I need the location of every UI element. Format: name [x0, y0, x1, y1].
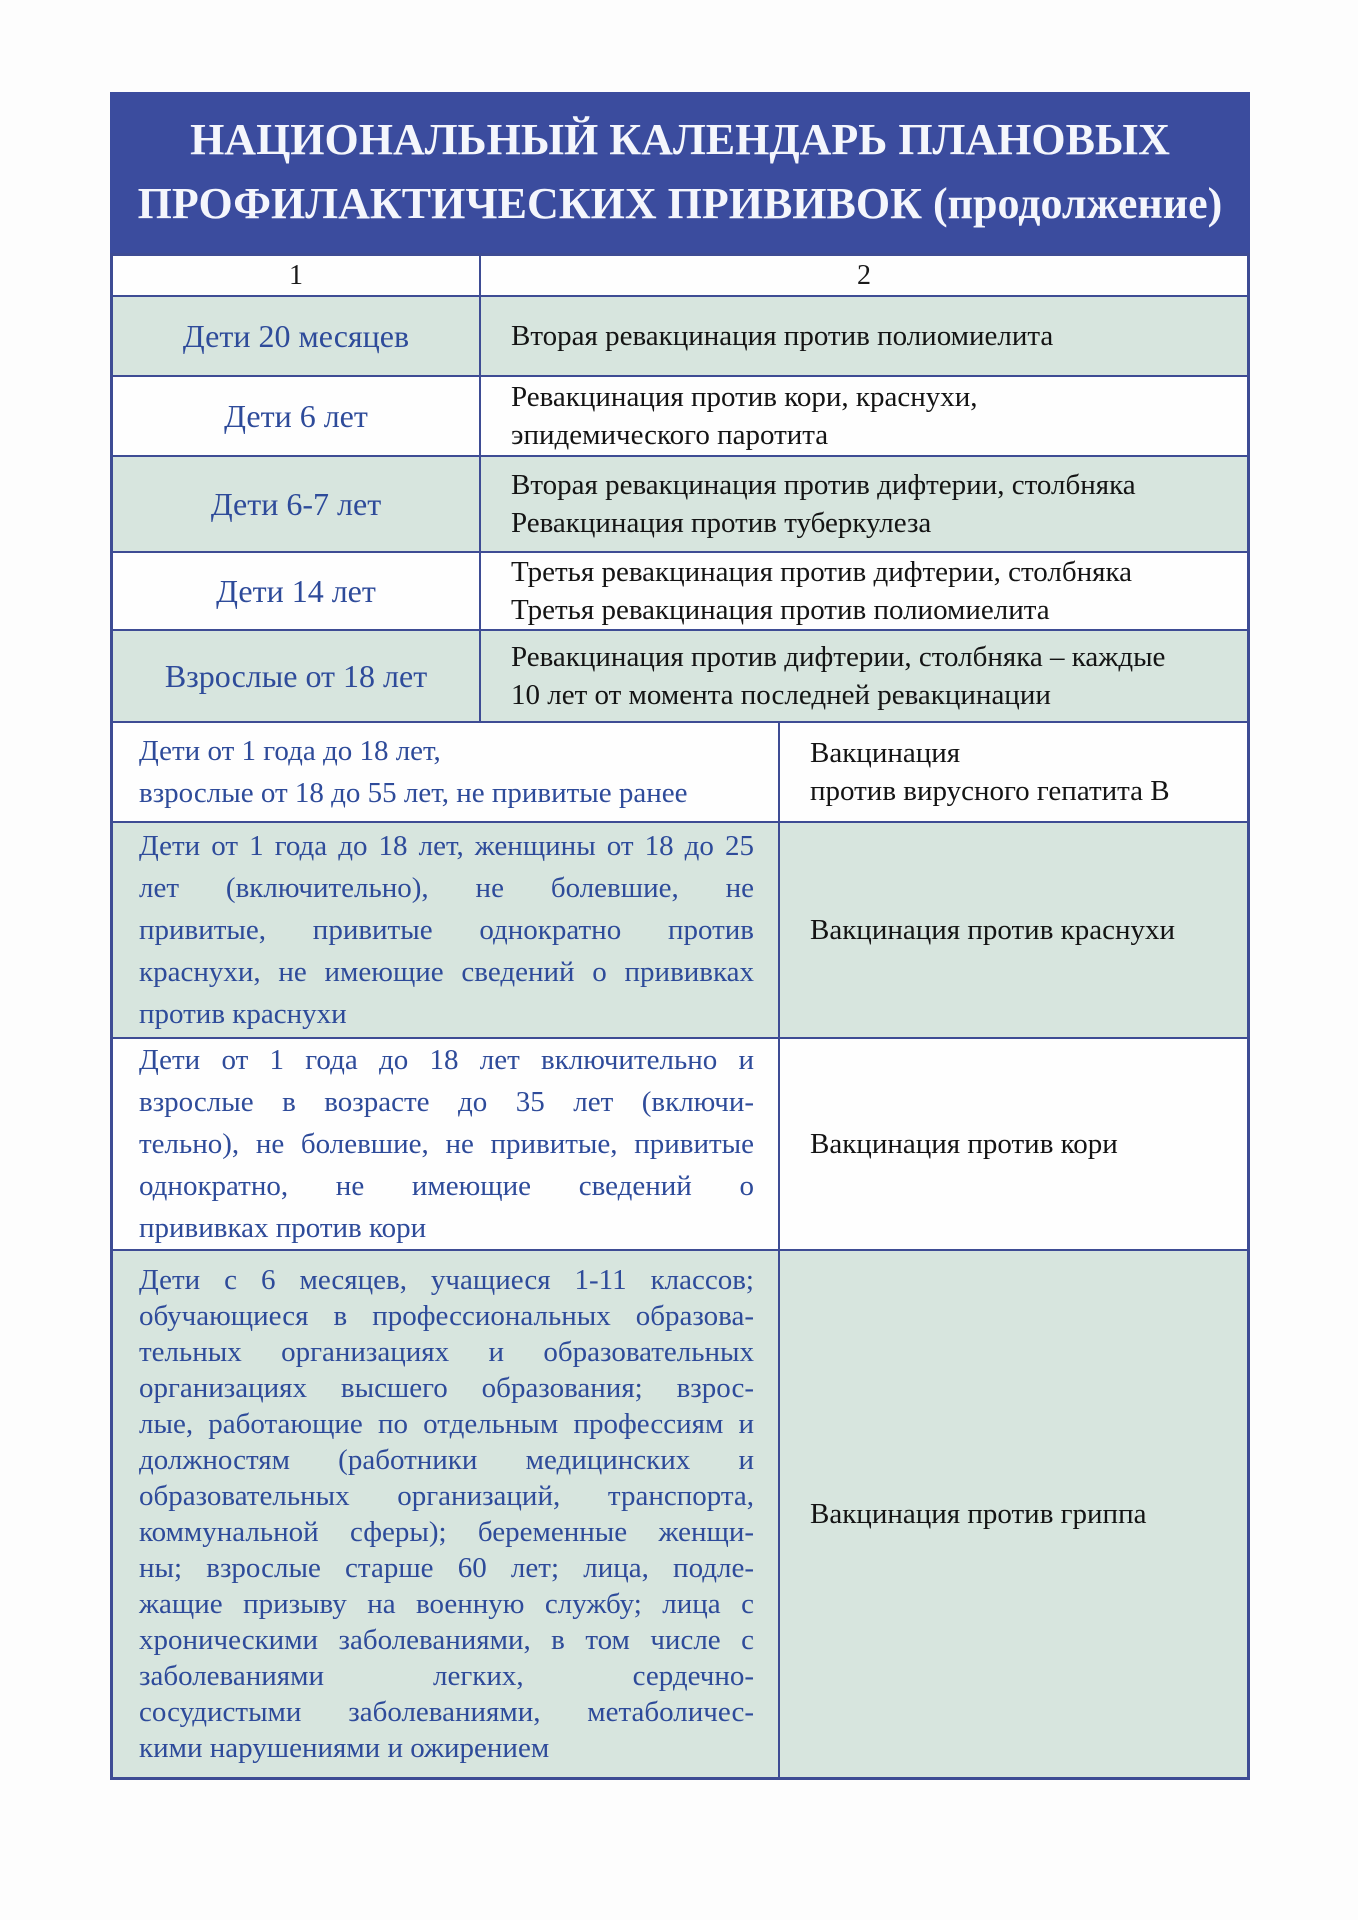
vaccination-cell [780, 723, 1247, 821]
group-line: Дети от 1 года до 18 лет, женщины от 18 до 25 [139, 830, 754, 862]
age-cell [113, 631, 481, 721]
vaccination-line: Третья ревакцинация против полиомиелита [511, 594, 1050, 626]
vaccination-schedule-table [110, 253, 1250, 1780]
group-line: однократно, не имеющие сведений о [139, 1170, 754, 1202]
age-cell [113, 457, 481, 551]
column-header-cell-2 [481, 256, 1247, 295]
age-label: Взрослые от 18 лет [164, 657, 428, 694]
vaccination-line: 10 лет от момента последней ревакцинации [511, 679, 1051, 711]
table-row [113, 629, 1247, 721]
vaccination-cell [481, 631, 1247, 721]
group-line: тельных организациях и образовательных [139, 1336, 754, 1368]
group-line: должностям (работники медицинских и [139, 1444, 754, 1476]
vaccination-cell [481, 553, 1247, 629]
group-line: коммунальной сферы); беременные женщи- [139, 1516, 754, 1548]
group-line: жащие призыву на военную службу; лица с [139, 1588, 754, 1620]
group-line: обучающиеся в профессиональных образова- [139, 1300, 754, 1332]
group-line: Дети от 1 года до 18 лет включительно и [139, 1044, 754, 1076]
age-label: Дети 14 лет [216, 572, 376, 609]
group-line: краснухи, не имеющие сведений о прививках [139, 956, 754, 988]
group-line: ны; взрослые старше 60 лет; лица, подле- [139, 1552, 754, 1584]
age-label: Дети 6-7 лет [210, 485, 382, 522]
title-line-1: НАЦИОНАЛЬНЫЙ КАЛЕНДАРЬ ПЛАНОВЫХ [190, 115, 1170, 164]
table-row [113, 721, 1247, 821]
document-content [110, 92, 1250, 1780]
group-line: организациях высшего образования; взрос- [139, 1372, 754, 1404]
group-line: лет (включительно), не болевшие, не [139, 872, 754, 904]
table-row [113, 551, 1247, 629]
vaccination-cell [780, 823, 1247, 1037]
column-header-label-2: 2 [857, 259, 871, 291]
table-row [113, 1249, 1247, 1777]
group-line: заболеваниями легких, сердечно- [139, 1660, 754, 1692]
vaccination-cell [780, 1251, 1247, 1777]
group-line: взрослые в возрасте до 35 лет (включи- [139, 1086, 754, 1118]
age-cell [113, 553, 481, 629]
group-line: взрослые от 18 до 55 лет, не привитые ранее [139, 777, 688, 809]
group-line: лые, работающие по отдельным профессиям и [139, 1408, 754, 1440]
group-line: сосудистыми заболеваниями, метаболичес- [139, 1696, 754, 1728]
age-label: Дети 6 лет [224, 397, 368, 434]
group-line: тельно), не болевшие, не привитые, привитые [139, 1128, 754, 1160]
age-cell [113, 377, 481, 455]
vaccination-line: Вакцинация [810, 737, 961, 769]
group-line: против краснухи [139, 998, 347, 1030]
vaccination-line: Ревакцинация против кори, краснухи, [511, 381, 978, 413]
group-line: хроническими заболеваниями, в том числе с [139, 1624, 754, 1656]
vaccination-line: Ревакцинация против дифтерии, столбняка – каждые [511, 641, 1166, 673]
group-cell [113, 1039, 780, 1249]
vaccination-cell [481, 457, 1247, 551]
age-label: Дети 20 месяцев [182, 317, 410, 354]
vaccination-cell [481, 377, 1247, 455]
group-line: образовательных организаций, транспорта, [139, 1480, 754, 1512]
group-cell [113, 823, 780, 1037]
group-line: Дети с 6 месяцев, учащиеся 1-11 классов; [139, 1264, 754, 1296]
vaccination-line: Ревакцинация против туберкулеза [511, 507, 932, 539]
group-line: привитые, привитые однократно против [139, 914, 754, 946]
group-cell [113, 723, 780, 821]
age-cell [113, 297, 481, 375]
table-row [113, 821, 1247, 1037]
vaccination-line: Вакцинация против гриппа [810, 1498, 1147, 1530]
column-header-cell-1 [113, 256, 481, 295]
group-line: прививках против кори [139, 1212, 427, 1244]
table-header-row [113, 256, 1247, 295]
vaccination-line: Вторая ревакцинация против дифтерии, столбняка [511, 469, 1136, 501]
column-header-label-1: 1 [289, 259, 303, 291]
table-row [113, 455, 1247, 551]
group-line: кими нарушениями и ожирением [139, 1732, 550, 1764]
vaccination-cell [481, 297, 1247, 375]
table-row [113, 1037, 1247, 1249]
vaccination-line: Третья ревакцинация против дифтерии, столбняка [511, 556, 1132, 588]
group-line: Дети от 1 года до 18 лет, [139, 735, 441, 767]
vaccination-line: эпидемического паротита [511, 419, 829, 451]
vaccination-line: против вирусного гепатита В [810, 775, 1170, 807]
table-row [113, 295, 1247, 375]
vaccination-line: Вторая ревакцинация против полиомиелита [511, 320, 1054, 352]
title-line-2: ПРОФИЛАКТИЧЕСКИХ ПРИВИВОК (продолжение) [137, 179, 1223, 228]
title-banner [110, 92, 1250, 253]
table-row [113, 375, 1247, 455]
vaccination-line: Вакцинация против кори [810, 1128, 1118, 1160]
vaccination-cell [780, 1039, 1247, 1249]
group-cell [113, 1251, 780, 1777]
vaccination-line: Вакцинация против краснухи [810, 914, 1176, 946]
